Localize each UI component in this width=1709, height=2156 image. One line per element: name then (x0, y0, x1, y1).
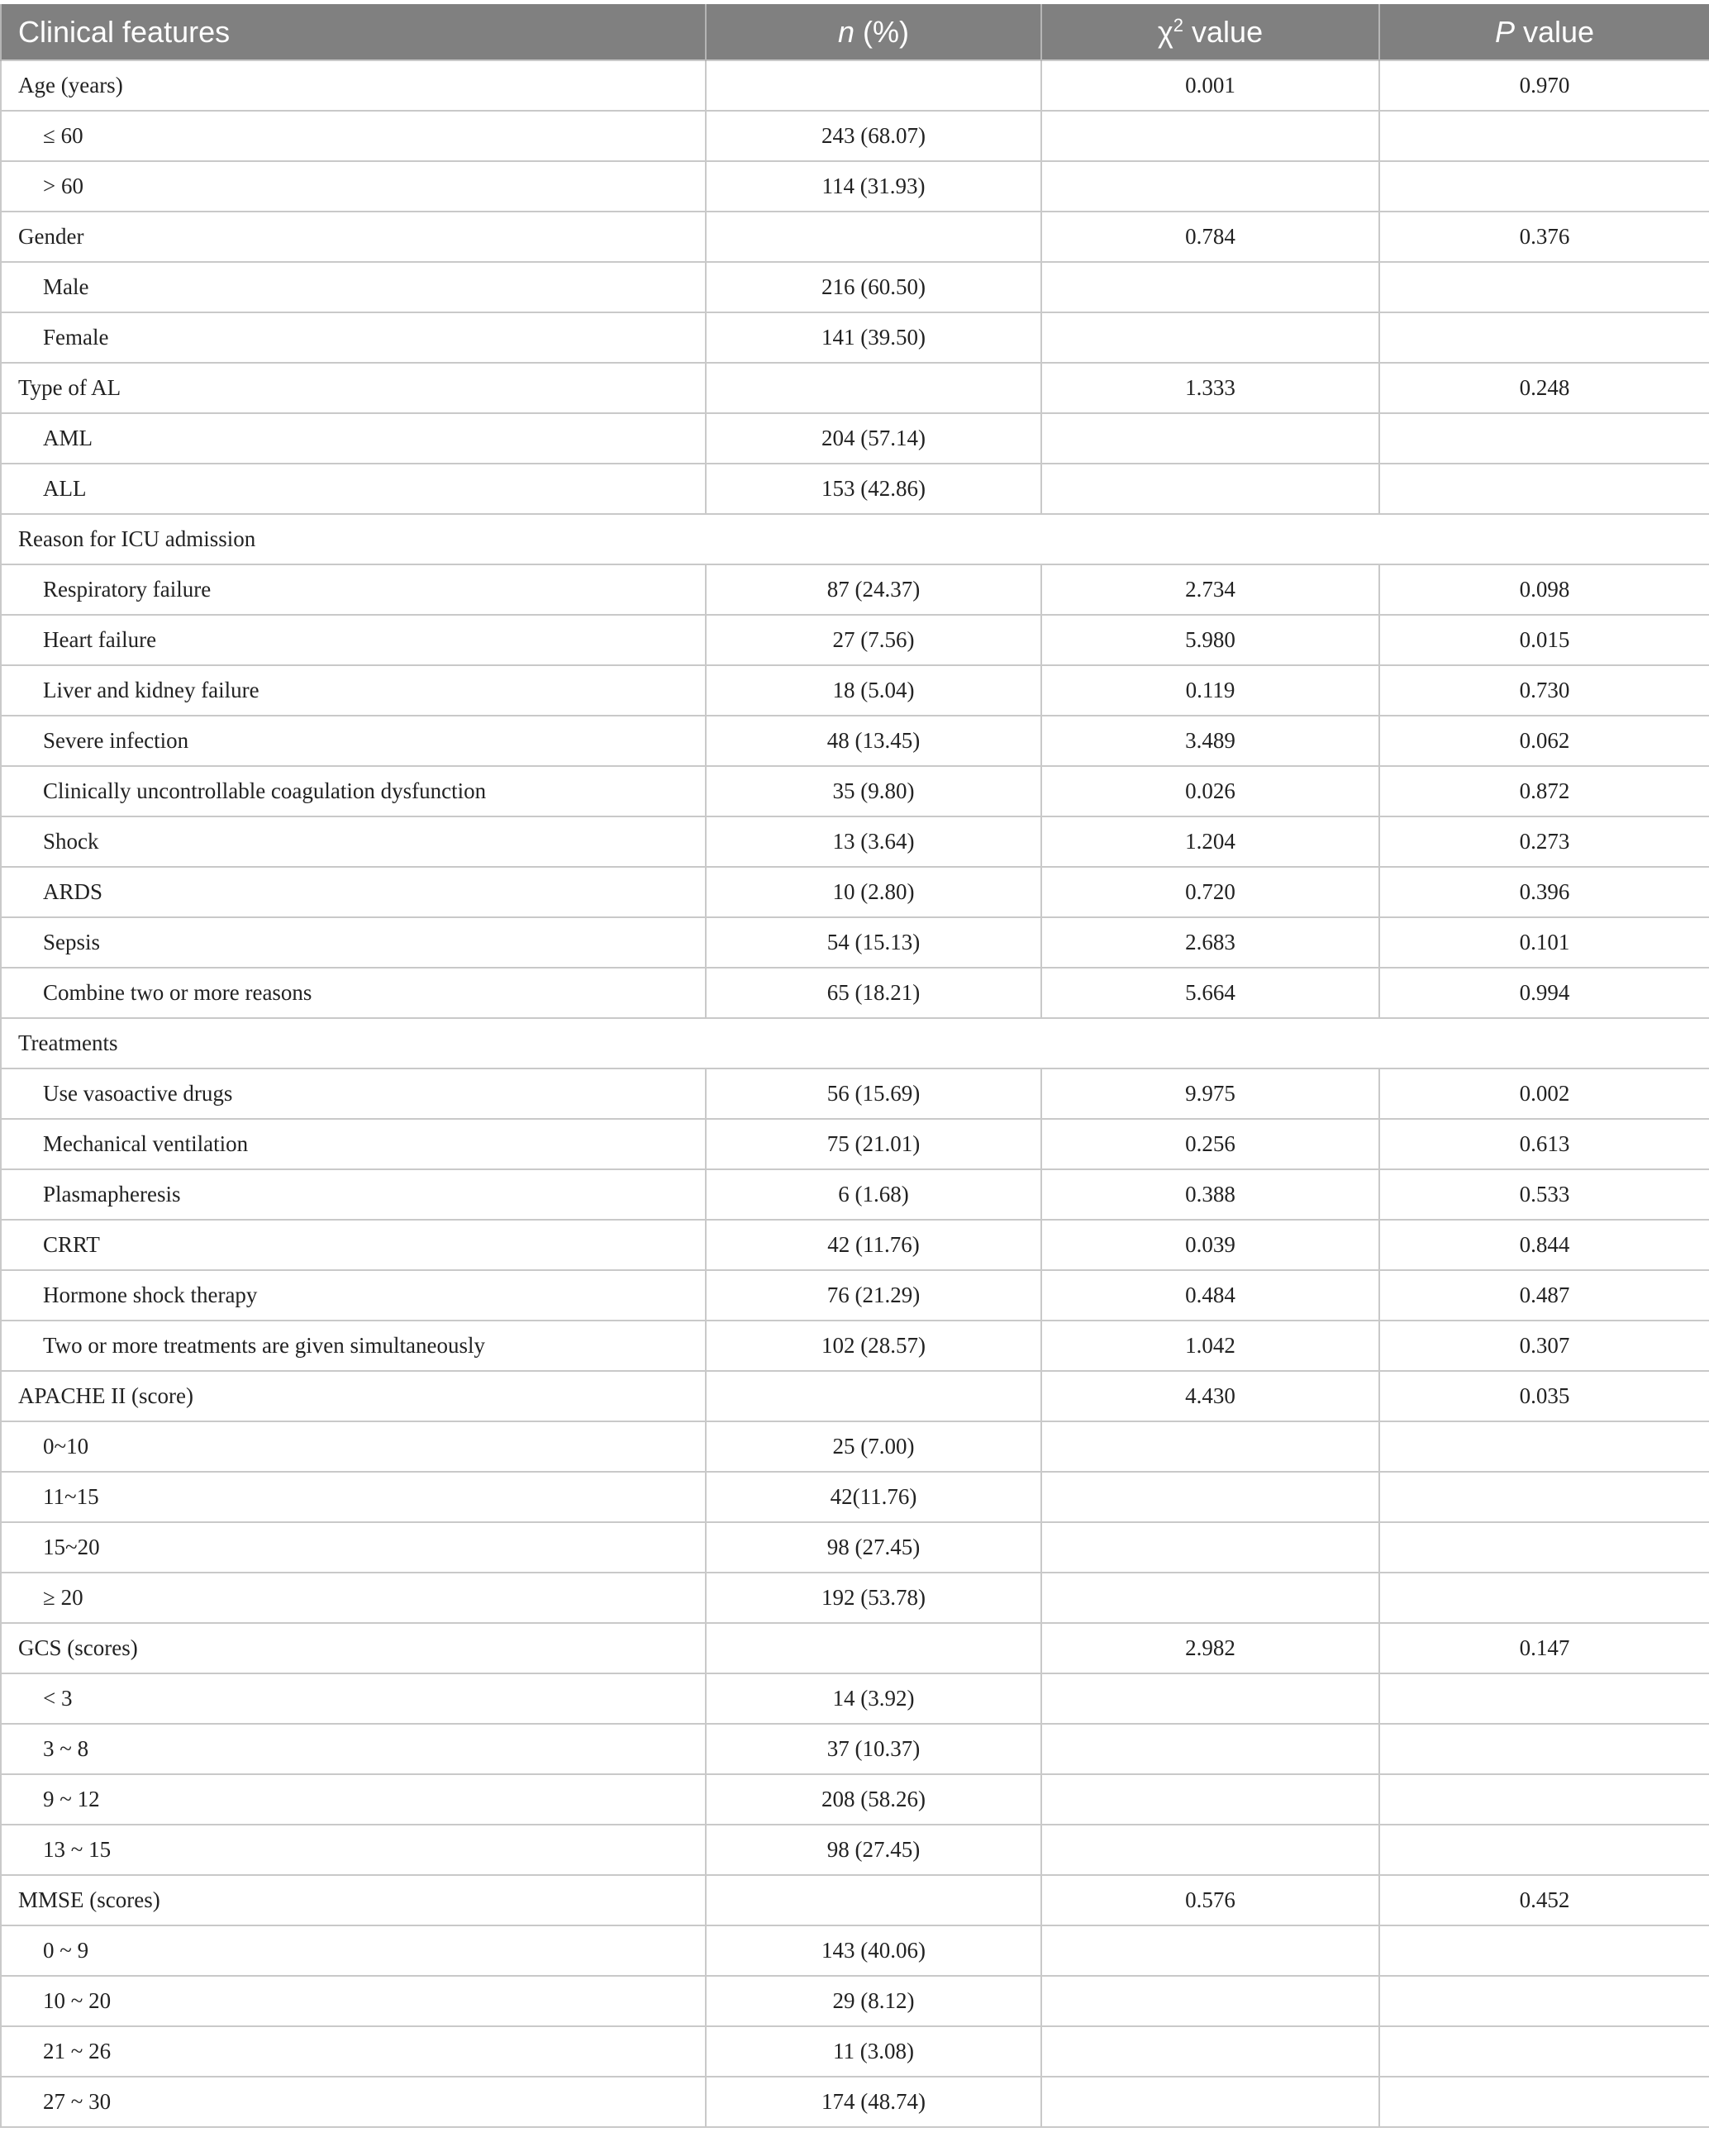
n-percent-cell: 87 (24.37) (706, 564, 1041, 615)
table-row (1, 363, 1709, 413)
p-value-cell (1379, 1724, 1709, 1774)
feature-cell: Heart failure (1, 615, 706, 665)
n-percent-cell: 141 (39.50) (706, 312, 1041, 363)
chi-square-cell: 2.683 (1041, 917, 1379, 968)
chi-square-cell (1041, 1976, 1379, 2026)
p-value-cell: 0.248 (1379, 363, 1709, 413)
p-value-cell: 0.376 (1379, 212, 1709, 262)
chi-square-cell (1041, 1522, 1379, 1573)
p-value-cell (1379, 1774, 1709, 1825)
header-row (1, 4, 1709, 60)
p-value-cell: 0.062 (1379, 716, 1709, 766)
feature-cell: < 3 (1, 1673, 706, 1724)
header-p-value (1379, 4, 1709, 60)
chi-square-cell: 0.388 (1041, 1169, 1379, 1220)
table-row (1, 1270, 1709, 1321)
table-row (1, 1371, 1709, 1421)
header-clinical-features (1, 4, 706, 60)
feature-cell: Liver and kidney failure (1, 665, 706, 716)
feature-cell: > 60 (1, 161, 706, 212)
n-percent-cell: 114 (31.93) (706, 161, 1041, 212)
table-row (1, 1220, 1709, 1270)
feature-cell: Plasmapheresis (1, 1169, 706, 1220)
table-row (1, 413, 1709, 464)
chi-square-cell (1041, 1573, 1379, 1623)
n-percent-cell: 54 (15.13) (706, 917, 1041, 968)
p-value-cell (1379, 1976, 1709, 2026)
feature-cell: 3 ~ 8 (1, 1724, 706, 1774)
feature-cell: Clinically uncontrollable coagulation dysfunction (1, 766, 706, 816)
feature-cell: Two or more treatments are given simultaneously (1, 1321, 706, 1371)
feature-cell: Respiratory failure (1, 564, 706, 615)
n-percent-cell: 11 (3.08) (706, 2026, 1041, 2077)
n-percent-cell: 35 (9.80) (706, 766, 1041, 816)
table-row (1, 161, 1709, 212)
n-percent-cell (706, 1371, 1041, 1421)
header-p-value-text: value (1514, 14, 1595, 49)
chi-square-cell: 5.980 (1041, 615, 1379, 665)
table-row (1, 514, 1709, 564)
chi-square-cell: 0.576 (1041, 1875, 1379, 1925)
n-percent-cell (706, 1875, 1041, 1925)
p-value-cell: 0.872 (1379, 766, 1709, 816)
n-percent-cell (706, 1623, 1041, 1673)
chi-square-cell: 5.664 (1041, 968, 1379, 1018)
n-percent-cell: 14 (3.92) (706, 1673, 1041, 1724)
header-p-symbol: P (1494, 14, 1515, 49)
table-row (1, 2077, 1709, 2127)
n-percent-cell (706, 363, 1041, 413)
chi-square-cell: 1.042 (1041, 1321, 1379, 1371)
p-value-cell (1379, 1522, 1709, 1573)
p-value-cell (1379, 1421, 1709, 1472)
table-row (1, 1825, 1709, 1875)
n-percent-cell (706, 60, 1041, 111)
chi-square-cell: 0.720 (1041, 867, 1379, 917)
feature-cell: 21 ~ 26 (1, 2026, 706, 2077)
p-value-cell: 0.307 (1379, 1321, 1709, 1371)
table-row (1, 1623, 1709, 1673)
header-clinical-features-text: Clinical features (18, 14, 231, 49)
chi-square-cell (1041, 2026, 1379, 2077)
table-row (1, 968, 1709, 1018)
n-percent-cell: 102 (28.57) (706, 1321, 1041, 1371)
p-value-cell: 0.994 (1379, 968, 1709, 1018)
n-percent-cell: 143 (40.06) (706, 1925, 1041, 1976)
feature-cell: Mechanical ventilation (1, 1119, 706, 1169)
p-value-cell (1379, 312, 1709, 363)
table-row (1, 766, 1709, 816)
feature-cell: ALL (1, 464, 706, 514)
table-body (1, 60, 1709, 2127)
chi-square-cell: 2.982 (1041, 1623, 1379, 1673)
chi-square-cell: 0.039 (1041, 1220, 1379, 1270)
table-row (1, 816, 1709, 867)
n-percent-cell: 18 (5.04) (706, 665, 1041, 716)
feature-cell: MMSE (scores) (1, 1875, 706, 1925)
table-row (1, 917, 1709, 968)
p-value-cell (1379, 262, 1709, 312)
table-row (1, 1976, 1709, 2026)
feature-cell: 11~15 (1, 1472, 706, 1522)
table-row (1, 1573, 1709, 1623)
p-value-cell: 0.396 (1379, 867, 1709, 917)
table-row (1, 464, 1709, 514)
table-row (1, 1673, 1709, 1724)
n-percent-cell: 25 (7.00) (706, 1421, 1041, 1472)
table-row (1, 1472, 1709, 1522)
table-header (1, 4, 1709, 60)
n-percent-cell: 174 (48.74) (706, 2077, 1041, 2127)
chi-square-cell (1041, 413, 1379, 464)
n-percent-cell: 98 (27.45) (706, 1825, 1041, 1875)
table-row (1, 60, 1709, 111)
chi-square-cell: 0.784 (1041, 212, 1379, 262)
feature-cell: GCS (scores) (1, 1623, 706, 1673)
section-header-cell: Reason for ICU admission (1, 514, 1709, 564)
chi-square-cell (1041, 1421, 1379, 1472)
table-row (1, 1724, 1709, 1774)
n-percent-cell: 98 (27.45) (706, 1522, 1041, 1573)
chi-square-cell (1041, 1925, 1379, 1976)
feature-cell: 27 ~ 30 (1, 2077, 706, 2127)
chi-square-cell: 0.256 (1041, 1119, 1379, 1169)
p-value-cell: 0.970 (1379, 60, 1709, 111)
p-value-cell: 0.613 (1379, 1119, 1709, 1169)
chi-square-cell: 1.333 (1041, 363, 1379, 413)
n-percent-cell: 192 (53.78) (706, 1573, 1041, 1623)
p-value-cell (1379, 161, 1709, 212)
chi-square-cell (1041, 1825, 1379, 1875)
table-row (1, 262, 1709, 312)
n-percent-cell: 29 (8.12) (706, 1976, 1041, 2026)
chi-square-cell: 0.001 (1041, 60, 1379, 111)
section-header-cell: Treatments (1, 1018, 1709, 1068)
table-row (1, 1875, 1709, 1925)
header-n-symbol: n (837, 14, 855, 49)
p-value-cell (1379, 464, 1709, 514)
n-percent-cell: 56 (15.69) (706, 1068, 1041, 1119)
p-value-cell (1379, 1925, 1709, 1976)
table-row (1, 1925, 1709, 1976)
clinical-features-table (0, 4, 1709, 2128)
feature-cell: Gender (1, 212, 706, 262)
p-value-cell: 0.098 (1379, 564, 1709, 615)
header-n-percent-text: (%) (854, 14, 910, 49)
feature-cell: Male (1, 262, 706, 312)
chi-square-cell: 4.430 (1041, 1371, 1379, 1421)
chi-square-cell: 9.975 (1041, 1068, 1379, 1119)
feature-cell: APACHE II (score) (1, 1371, 706, 1421)
table-row (1, 867, 1709, 917)
chi-square-cell: 0.119 (1041, 665, 1379, 716)
table-row (1, 665, 1709, 716)
p-value-cell: 0.101 (1379, 917, 1709, 968)
p-value-cell: 0.844 (1379, 1220, 1709, 1270)
p-value-cell: 0.487 (1379, 1270, 1709, 1321)
feature-cell: ARDS (1, 867, 706, 917)
n-percent-cell (706, 212, 1041, 262)
p-value-cell (1379, 1825, 1709, 1875)
chi-square-cell: 3.489 (1041, 716, 1379, 766)
table-row (1, 1068, 1709, 1119)
chi-square-cell: 0.026 (1041, 766, 1379, 816)
p-value-cell: 0.730 (1379, 665, 1709, 716)
table-row (1, 1321, 1709, 1371)
p-value-cell (1379, 111, 1709, 161)
chi-square-cell (1041, 1774, 1379, 1825)
chi-square-cell (1041, 262, 1379, 312)
p-value-cell: 0.452 (1379, 1875, 1709, 1925)
chi-square-cell (1041, 2077, 1379, 2127)
chi-square-cell (1041, 464, 1379, 514)
n-percent-cell: 216 (60.50) (706, 262, 1041, 312)
table-row (1, 111, 1709, 161)
table-row (1, 212, 1709, 262)
table-row (1, 564, 1709, 615)
p-value-cell (1379, 2077, 1709, 2127)
chi-square-cell: 2.734 (1041, 564, 1379, 615)
chi-square-cell (1041, 1673, 1379, 1724)
p-value-cell (1379, 2026, 1709, 2077)
p-value-cell: 0.533 (1379, 1169, 1709, 1220)
feature-cell: Severe infection (1, 716, 706, 766)
feature-cell: CRRT (1, 1220, 706, 1270)
n-percent-cell: 42(11.76) (706, 1472, 1041, 1522)
chi-square-cell (1041, 111, 1379, 161)
n-percent-cell: 48 (13.45) (706, 716, 1041, 766)
header-chi-value-text: value (1183, 14, 1264, 49)
header-n-percent (706, 4, 1041, 60)
table-row (1, 1522, 1709, 1573)
feature-cell: 10 ~ 20 (1, 1976, 706, 2026)
header-chi-square-value (1041, 4, 1379, 60)
table-row (1, 1421, 1709, 1472)
table-row (1, 1774, 1709, 1825)
feature-cell: Female (1, 312, 706, 363)
feature-cell: Shock (1, 816, 706, 867)
n-percent-cell: 10 (2.80) (706, 867, 1041, 917)
p-value-cell (1379, 1573, 1709, 1623)
n-percent-cell: 65 (18.21) (706, 968, 1041, 1018)
feature-cell: Age (years) (1, 60, 706, 111)
table-row (1, 615, 1709, 665)
feature-cell: ≥ 20 (1, 1573, 706, 1623)
clinical-features-table-container (0, 4, 1709, 2128)
n-percent-cell: 42 (11.76) (706, 1220, 1041, 1270)
feature-cell: Type of AL (1, 363, 706, 413)
p-value-cell: 0.035 (1379, 1371, 1709, 1421)
feature-cell: AML (1, 413, 706, 464)
p-value-cell: 0.147 (1379, 1623, 1709, 1673)
n-percent-cell: 204 (57.14) (706, 413, 1041, 464)
feature-cell: 0 ~ 9 (1, 1925, 706, 1976)
chi-square-cell: 1.204 (1041, 816, 1379, 867)
feature-cell: ≤ 60 (1, 111, 706, 161)
feature-cell: 13 ~ 15 (1, 1825, 706, 1875)
n-percent-cell: 6 (1.68) (706, 1169, 1041, 1220)
chi-square-cell (1041, 161, 1379, 212)
p-value-cell: 0.002 (1379, 1068, 1709, 1119)
chi-square-cell (1041, 312, 1379, 363)
p-value-cell (1379, 413, 1709, 464)
table-row (1, 1119, 1709, 1169)
table-row (1, 716, 1709, 766)
chi-square-cell (1041, 1724, 1379, 1774)
n-percent-cell: 13 (3.64) (706, 816, 1041, 867)
table-row (1, 1018, 1709, 1068)
feature-cell: 15~20 (1, 1522, 706, 1573)
p-value-cell (1379, 1472, 1709, 1522)
table-row (1, 1169, 1709, 1220)
n-percent-cell: 75 (21.01) (706, 1119, 1041, 1169)
table-row (1, 2026, 1709, 2077)
n-percent-cell: 153 (42.86) (706, 464, 1041, 514)
n-percent-cell: 208 (58.26) (706, 1774, 1041, 1825)
feature-cell: Combine two or more reasons (1, 968, 706, 1018)
chi-square-cell: 0.484 (1041, 1270, 1379, 1321)
n-percent-cell: 243 (68.07) (706, 111, 1041, 161)
p-value-cell (1379, 1673, 1709, 1724)
p-value-cell: 0.273 (1379, 816, 1709, 867)
feature-cell: Use vasoactive drugs (1, 1068, 706, 1119)
header-chi-symbol: χ (1157, 14, 1173, 49)
table-row (1, 312, 1709, 363)
n-percent-cell: 76 (21.29) (706, 1270, 1041, 1321)
feature-cell: Sepsis (1, 917, 706, 968)
feature-cell: Hormone shock therapy (1, 1270, 706, 1321)
n-percent-cell: 27 (7.56) (706, 615, 1041, 665)
chi-square-cell (1041, 1472, 1379, 1522)
feature-cell: 0~10 (1, 1421, 706, 1472)
p-value-cell: 0.015 (1379, 615, 1709, 665)
header-chi-superscript: 2 (1173, 14, 1184, 36)
feature-cell: 9 ~ 12 (1, 1774, 706, 1825)
n-percent-cell: 37 (10.37) (706, 1724, 1041, 1774)
